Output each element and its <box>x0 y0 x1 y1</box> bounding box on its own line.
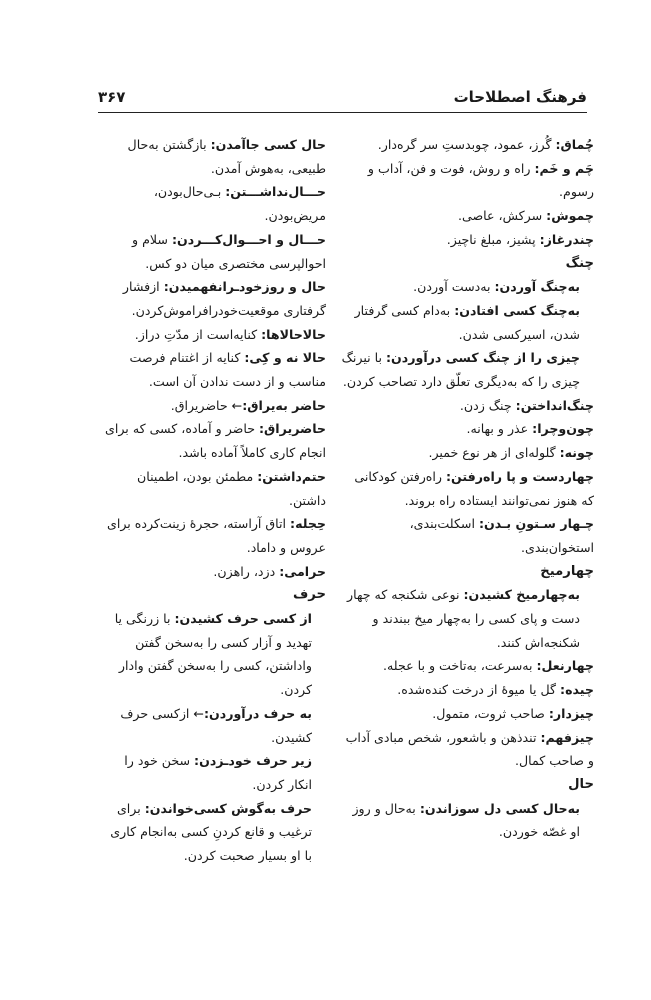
entry-headword: چیده: <box>560 682 594 698</box>
entry-headword: چون‌وچرا: <box>532 421 594 437</box>
dictionary-entry <box>340 133 594 157</box>
sub-entry <box>100 607 326 702</box>
entry-definition: راه و روش، فوت و فن، آداب و رسوم. <box>367 160 594 200</box>
dictionary-entry <box>100 465 326 512</box>
entry-definition: حاضر و آماده، کسی که برای انجام کاری کاملاً آماده باشد. <box>105 421 326 461</box>
entry-headword: از کسی حرف کشیدن: <box>174 611 312 627</box>
entry-headword: چموش: <box>546 208 594 224</box>
entry-headword: به حرف درآوردن: <box>203 705 312 721</box>
entry-headword: حرامی: <box>279 563 326 579</box>
dictionary-entry <box>100 133 326 180</box>
left-column <box>100 133 326 868</box>
right-column <box>340 133 594 844</box>
entry-headword: حال کسی جاآمدن: <box>210 137 326 152</box>
entry-definition: ← ازکسی حرف کشیدن. <box>120 705 312 745</box>
entry-definition: بـی‌حال‌بودن، مریض‌بودن. <box>153 184 326 224</box>
section-heading: چنگ <box>565 255 594 271</box>
entry-headword: حِجله: <box>290 516 326 532</box>
entry-definition: اسکلت‌بندی، استخوان‌بندی. <box>409 516 594 555</box>
entry-headword: چنگ‌انداختن: <box>515 397 594 413</box>
book-title: فرهنگ اصطلاحات <box>453 88 587 106</box>
entry-definition: صاحب ثروت، متمول. <box>432 705 549 721</box>
dictionary-entry <box>100 346 326 393</box>
dictionary-entry <box>340 441 594 465</box>
entry-headword: حاضریراق: <box>259 421 326 437</box>
entry-headword: حتم‌داشتن: <box>257 468 326 484</box>
sub-entry <box>340 299 594 346</box>
entry-headword: به‌حال کسی دل سوزاندن: <box>419 800 580 816</box>
entry-definition: بازگشتن به‌حال طبیعی، به‌هوش آمدن. <box>127 137 326 176</box>
entry-definition: برای ترغیب و قانع کردنِ کسی به‌انجام کاری با او بسیار صحبت کردن. <box>110 800 312 864</box>
running-header <box>98 86 587 113</box>
dictionary-entry <box>340 204 594 228</box>
section-heading: چهارمیخ <box>540 563 594 579</box>
entry-definition: ازفشار گرفتاری موقعیت‌خودرافراموش‌کردن. <box>122 279 326 318</box>
entry-headword: چُماق: <box>555 137 594 152</box>
entry-headword: حـــال‌نداشـــتن: <box>225 184 326 200</box>
entry-headword: حـــال و احـــوال‌کـــردن: <box>171 231 326 247</box>
entry-definition: با نیرنگ چیزی را که به‌دیگری تعلّق دارد تصاحب کردن. <box>341 350 580 390</box>
entry-definition: گلوله‌ای از هر نوع خمیر. <box>428 445 560 461</box>
dictionary-entry <box>340 726 594 773</box>
dictionary-entry <box>340 465 594 512</box>
dictionary-entry <box>340 157 594 204</box>
entry-definition: اتاق آراسته، حجرهٔ زینت‌کرده برای عروس و داماد. <box>106 516 326 555</box>
entry-definition: سخن خود را انکار کردن. <box>124 753 312 792</box>
sub-entry <box>340 797 594 844</box>
entry-headword: حال و روزخود‌ـرانفهمیدن: <box>163 279 326 295</box>
entry-definition: به‌دست آوردن. <box>413 279 495 295</box>
entry-definition: گُرز، عمود، چوبدستِ سر گره‌دار. <box>377 137 556 152</box>
dictionary-entry <box>100 560 326 584</box>
entry-headword: چندرغاز: <box>539 231 594 247</box>
entry-headword: حرف به‌گوش کسی‌خواندن: <box>144 800 312 816</box>
entry-definition: سلام و احوالپرسی مختصری میان دو کس. <box>132 231 326 271</box>
dictionary-entry <box>100 228 326 275</box>
entry-definition: به‌سرعت، به‌تاخت و با عجله. <box>383 658 537 674</box>
page-number: ۳۶۷ <box>98 88 126 106</box>
dictionary-entry <box>340 678 594 702</box>
entry-headword: حاضر به‌یراق: <box>242 397 326 413</box>
entry-definition: به‌دام کسی گرفتار شدن، اسیرکسی شدن. <box>354 302 580 342</box>
entry-headword: به‌چهارمیخ کشیدن: <box>463 587 580 603</box>
sub-entry <box>340 346 594 393</box>
entry-definition: عذر و بهانه. <box>466 421 533 437</box>
entry-headword: حالاحالاها: <box>261 326 326 342</box>
dictionary-entry <box>100 323 326 347</box>
entry-headword: به‌چنگ کسی افتادن: <box>454 302 580 318</box>
sub-entry <box>100 797 326 868</box>
section-heading: حرف <box>292 587 326 603</box>
dictionary-entry <box>100 417 326 464</box>
entry-headword: چـهار سـتونِ بـدن: <box>478 516 594 532</box>
entry-headword: چیزدار: <box>548 705 594 721</box>
entry-definition: تندذهن و باشعور، شخص مبادی آداب و صاحب کمال. <box>345 729 594 769</box>
entry-definition: دزد، راهزن. <box>213 563 280 579</box>
entry-headword: حالا نه و کِی: <box>244 350 326 366</box>
entry-definition: به‌حال و روز او غصّه خوردن. <box>352 800 580 840</box>
entry-headword: به‌چنگ آوردن: <box>494 279 580 295</box>
dictionary-entry <box>100 180 326 227</box>
entry-definition: سرکش، عاصی. <box>457 208 547 224</box>
dictionary-entry <box>340 702 594 726</box>
sub-entry <box>340 583 594 654</box>
sub-entry <box>100 702 326 749</box>
entry-definition: پشیز، مبلغ ناچیز. <box>446 231 540 247</box>
entry-definition: ← حاضریراق. <box>170 397 243 413</box>
dictionary-entry <box>340 512 594 559</box>
sub-entry <box>100 749 326 796</box>
entry-headword: چیزفهم: <box>540 729 594 745</box>
entry-definition: با زرنگی یا تهدید و آزار کسی را به‌سخن گفتن واداشتن، کسی را به‌سخن گفتن وادار کردن. <box>114 611 312 698</box>
entry-headword: چهاردست و پا راه‌رفتن: <box>446 468 594 484</box>
dictionary-entry <box>100 394 326 418</box>
entry-headword: چونه: <box>559 445 594 461</box>
entry-definition: کنایه‌است از مدّتِ دراز. <box>134 326 262 342</box>
sub-entry <box>340 275 594 299</box>
entry-headword: زیر حرف خود‌ـزدن: <box>194 753 312 769</box>
entry-definition: مطمئن بودن، اطمینان داشتن. <box>137 468 326 508</box>
entry-definition: کنایه از اغتنام فرصت مناسب و از دست ندادن آن است. <box>129 350 326 390</box>
entry-headword: چیزی را از چنگ کسی درآوردن: <box>386 350 580 366</box>
entry-definition: چنگ زدن. <box>459 397 516 413</box>
entry-headword: چَم و خَم: <box>534 160 594 176</box>
dictionary-entry <box>100 275 326 322</box>
dictionary-entry <box>340 654 594 678</box>
section-heading: حال <box>568 776 594 792</box>
entry-definition: نوعی شکنجه که چهار دست و پای کسی را به‌چهار میخ ببندند و شکنجه‌اش کنند. <box>347 587 580 650</box>
dictionary-entry <box>340 228 594 252</box>
entry-headword: چهارنعل: <box>536 658 594 674</box>
dictionary-entry <box>340 394 594 418</box>
entry-definition: راه‌رفتن کودکانی که هنوز نمی‌توانند ایستاده راه بروند. <box>354 468 594 508</box>
dictionary-entry <box>100 512 326 559</box>
entry-definition: گل یا میوهٔ از درخت کنده‌شده. <box>397 682 561 698</box>
dictionary-entry <box>340 417 594 441</box>
